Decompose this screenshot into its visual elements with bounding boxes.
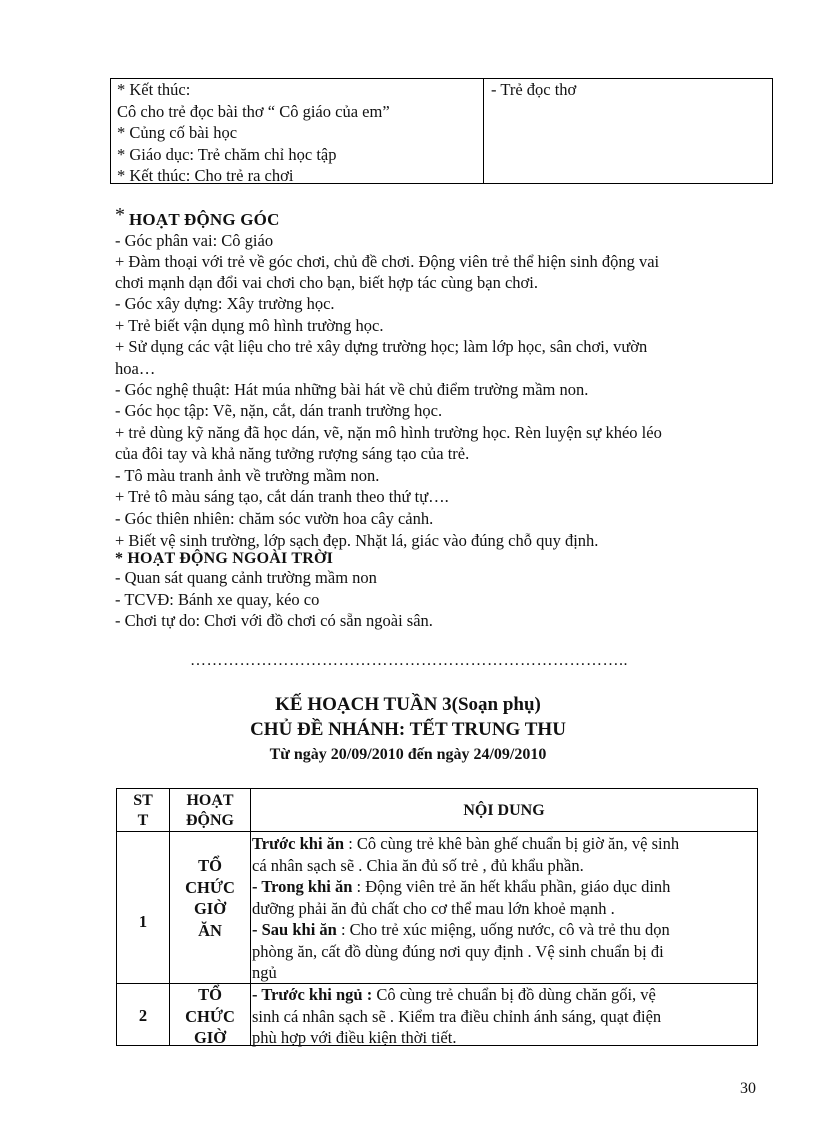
activity-line: GIỜ: [193, 1028, 227, 1047]
table-cell-child-activity: [484, 79, 772, 183]
row-divider: [117, 831, 757, 832]
plan-title: KẾ HOẠCH TUẦN 3(Soạn phụ): [275, 694, 541, 715]
content-line: [252, 855, 757, 877]
table-line: Cô cho trẻ đọc bài thơ “ Cô giáo của em”: [117, 101, 390, 121]
body-line: + Trẻ tô màu sáng tạo, cắt dán tranh theo thứ tự….: [115, 487, 449, 506]
schedule-table: [116, 788, 758, 1046]
table-line: * Kết thúc: Cho trẻ ra chơi: [117, 166, 294, 185]
header-activity-line: HOẠT: [186, 792, 234, 809]
header-content: NỘI DUNG: [463, 802, 545, 819]
row-content: [252, 984, 757, 1049]
content-bold: - Trong khi ăn: [252, 877, 353, 896]
content-text: : Cho trẻ xúc miệng, uống nước, cô và trẻ thu dọn: [336, 920, 670, 939]
row-activity: [170, 855, 250, 941]
content-line: [252, 984, 757, 1006]
table-line: - Trẻ đọc thơ: [491, 80, 577, 99]
content-line: [252, 919, 757, 941]
content-text: : Cô cùng trẻ khê bàn ghế chuẩn bị giờ ăn, vệ sinh: [344, 834, 680, 853]
activity-line: GIỜ: [193, 899, 227, 918]
content-text: dưỡng phải ăn đủ chất cho cơ thể mau lớn khoẻ mạnh .: [252, 898, 615, 918]
content-text: sinh cá nhân sạch sẽ . Kiểm tra điều chỉnh ánh sáng, quạt điện: [252, 1006, 662, 1026]
body-line: - Tô màu tranh ảnh về trường mầm non.: [115, 466, 380, 485]
content-text: : Động viên trẻ ăn hết khẩu phần, giáo dục dinh: [352, 877, 671, 896]
body-line: - Góc học tập: Vẽ, nặn, cắt, dán tranh trường học.: [115, 401, 443, 420]
table-line: * Giáo dục: Trẻ chăm chỉ học tập: [117, 144, 337, 164]
table-line: * Kết thúc:: [117, 80, 191, 99]
heading-star: *: [115, 204, 125, 226]
activity-line: CHỨC: [185, 877, 235, 897]
dotted-separator: ……………………………………………………………………..: [190, 652, 628, 669]
column-divider: [250, 789, 251, 1045]
header-stt-line: T: [137, 812, 149, 829]
body-line: chơi mạnh dạn đổi vai chơi cho bạn, biết hợp tác cùng bạn chơi.: [115, 273, 538, 292]
header-activity: [170, 791, 250, 831]
activity-line: ĂN: [198, 920, 222, 940]
heading-title: HOẠT ĐỘNG GÓC: [129, 210, 280, 229]
content-text: phòng ăn, cất đồ dùng đúng nơi quy định . Vệ sinh chuẩn bị đi: [252, 941, 664, 961]
activity-line: CHỨC: [185, 1006, 235, 1026]
content-line: [252, 962, 757, 984]
content-line: [252, 1006, 757, 1028]
header-activity-line: ĐỘNG: [186, 812, 234, 829]
table-cell-teacher-activity: [111, 79, 484, 183]
body-line: - TCVĐ: Bánh xe quay, kéo co: [115, 590, 320, 609]
body-line: + Trẻ biết vận dụng mô hình trường học.: [115, 316, 384, 335]
body-line: - Quan sát quang cảnh trường mầm non: [115, 568, 377, 587]
plan-date-range: Từ ngày 20/09/2010 đến ngày 24/09/2010: [269, 746, 547, 763]
body-line: + trẻ dùng kỹ năng đã học dán, vẽ, nặn mô hình trường học. Rèn luyện sự khéo léo: [115, 423, 662, 442]
content-text: cá nhân sạch sẽ . Chia ăn đủ số trẻ , đủ khẩu phần.: [252, 855, 584, 875]
row-content: [252, 833, 757, 984]
row-stt: 1: [138, 912, 148, 931]
row-stt: 2: [138, 1006, 148, 1025]
content-text: phù hợp với điều kiện thời tiết.: [252, 1028, 457, 1047]
body-line: + Đàm thoại với trẻ về góc chơi, chủ đề chơi. Động viên trẻ thể hiện sinh động vai: [115, 252, 660, 271]
header-stt: [117, 791, 169, 831]
body-line: - Góc thiên nhiên: chăm sóc vườn hoa cây cảnh.: [115, 509, 434, 528]
content-text: Cô cùng trẻ chuẩn bị đồ dùng chăn gối, vệ: [372, 985, 656, 1004]
body-line: + Sử dụng các vật liệu cho trẻ xây dựng trường học; làm lớp học, sân chơi, vườn: [115, 337, 648, 356]
content-line: [252, 876, 757, 898]
body-line: - Góc xây dựng: Xây trường học.: [115, 294, 335, 313]
table-line: * Củng cố bài học: [117, 123, 238, 142]
body-line: + Biết vệ sinh trường, lớp sạch đẹp. Nhặt lá, giác vào đúng chỗ quy định.: [115, 531, 599, 550]
header-stt-line: ST: [133, 792, 153, 809]
plan-subtitle: CHỦ ĐỀ NHÁNH: TẾT TRUNG THU: [250, 719, 566, 740]
body-line: hoa…: [115, 359, 156, 378]
content-line: [252, 833, 757, 855]
content-text: ngủ: [252, 963, 277, 982]
page-number: 30: [740, 1080, 756, 1097]
activity-line: TỔ: [198, 985, 222, 1004]
content-bold: Trước khi ăn: [252, 834, 345, 853]
body-line: - Góc nghệ thuật: Hát múa những bài hát về chủ điểm trường mầm non.: [115, 380, 589, 399]
content-bold: - Trước khi ngủ :: [252, 985, 373, 1004]
content-line: [252, 1027, 757, 1049]
body-line: - Góc phân vai: Cô giáo: [115, 231, 274, 250]
activity-end-table: [110, 78, 773, 184]
body-line: của đôi tay và khả năng tưởng rượng sáng tạo của trẻ.: [115, 444, 470, 463]
outdoor-activity-heading: * HOẠT ĐỘNG NGOÀI TRỜI: [115, 550, 334, 567]
row-activity: [170, 984, 250, 1049]
activity-line: TỔ: [198, 856, 222, 875]
content-line: [252, 898, 757, 920]
corner-activity-heading: [115, 204, 280, 231]
content-bold: - Sau khi ăn: [252, 920, 337, 939]
body-line: - Chơi tự do: Chơi với đồ chơi có sẵn ngoài sân.: [115, 611, 433, 630]
content-line: [252, 941, 757, 963]
